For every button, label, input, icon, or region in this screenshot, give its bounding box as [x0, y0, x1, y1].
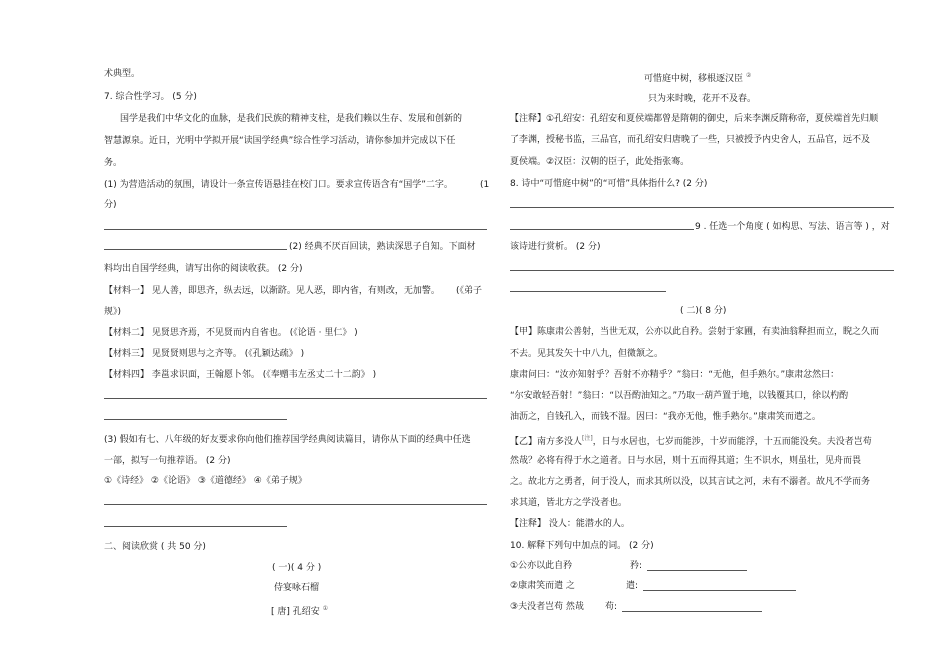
answer-line[interactable]: [104, 229, 487, 230]
material-4: 【材料四】 李邕求识面，王翰愿卜邻。 (《奉赠韦左丞丈二十二韵》 ): [104, 370, 377, 380]
material-3: 【材料三】 见贤贤则思与之齐等。 (《孔颖达疏》 ): [104, 349, 305, 359]
text-line: 务。: [104, 158, 123, 168]
material-1: 【材料一】 见人善，即思齐，纵去远，以渐跻。见人恶，即内省，有则改，无加警。: [104, 286, 440, 296]
answer-line[interactable]: [510, 207, 894, 208]
text-line: 国学是我们中华文化的血脉，是我们民族的精神支柱，是我们赖以生存、发展和创新的: [120, 114, 463, 124]
item-3-sentence: ③夫没者岂苟 然哉: [510, 602, 584, 612]
question-7-1: (1) 为营造活动的氛围，请设计一条宣传语悬挂在校门口。要求宣传语含有“国学”二字。: [104, 180, 453, 190]
footnote-mark: ②: [745, 72, 752, 79]
item-2-label: 遣:: [626, 581, 639, 591]
answer-line[interactable]: [104, 504, 487, 505]
poem-title: 侍宴咏石榴: [274, 583, 320, 593]
item-3-label: 苟:: [605, 602, 618, 612]
question-9: 9 . 任选一个角度 ( 如构思、写法、语言等 ) ，对: [695, 222, 890, 232]
answer-line[interactable]: [104, 419, 287, 420]
answer-blank[interactable]: [647, 570, 747, 571]
answer-blank[interactable]: [643, 590, 796, 591]
text-line: 之。故北方之勇者，问于没人，而求其所以没，以其言试之河，未有不溺者。故凡不学而务: [510, 477, 871, 487]
answer-line[interactable]: [510, 291, 666, 292]
annotation: 【注释】①孔绍安：孔绍安和夏侯端都曾是隋朝的御史，后来李渊反隋称帝，夏侯端首先归顺: [510, 114, 879, 124]
item-2-sentence: ②康肃笑而遣 之: [510, 581, 575, 591]
text-line: (《弟子: [456, 286, 483, 296]
text-line: 分): [104, 200, 117, 210]
text-line: (1: [480, 180, 490, 190]
question-8: 8. 诗中“可惜庭中树”的“可惜”具体指什么? (2 分): [510, 179, 708, 189]
answer-line[interactable]: [510, 229, 694, 230]
text-line: 然哉？必将有得于水之道者。日与水居，则十五而得其道；生不识水，则虽壮，见舟而畏: [510, 456, 862, 466]
passage-yi: 【乙】南方多没人[注]，日与水居也，七岁而能涉，十岁而能浮，十五而能没矣。夫没者岂苟: [510, 435, 872, 447]
answer-line[interactable]: [104, 398, 487, 399]
material-2: 【材料二】 见贤思齐焉，不见贤而内自省也。 (《论语 · 里仁》 ): [104, 328, 358, 338]
question-10: 10. 解释下列句中加点的词。 (2 分): [510, 541, 654, 551]
poem-author: [ 唐] 孔绍安 ①: [271, 605, 329, 617]
answer-blank[interactable]: [622, 611, 762, 612]
section-2-heading: 二、阅读欣赏 ( 共 50 分): [104, 542, 206, 552]
answer-line[interactable]: [104, 249, 287, 250]
footnote-mark: ①: [322, 605, 329, 612]
question-7-heading: 7. 综合性学习。 (5 分): [104, 92, 197, 102]
text-line: 油沥之，自钱孔入，而钱不湿。因曰：“我亦无他，惟手熟尔。”康肃笑而遣之。: [510, 412, 821, 422]
text-line: 了李渊，授秘书监，三品官，而孔绍安归唐晚了一些，只被授予内史舍人，五品官，远不及: [510, 135, 871, 145]
annotation: 【注释】 没人：能潜水的人。: [510, 519, 630, 529]
text-line: 智慧源泉。近日，光明中学拟开展“读国学经典”综合性学习活动，请你参加并完成以下任: [104, 136, 456, 146]
passage-jia: 【甲】陈康肃公善射，当世无双，公亦以此自矜。尝射于家圃，有卖油翁释担而立，睨之久而: [510, 327, 880, 337]
text-line: 该诗进行赏析。 (2 分): [510, 242, 601, 252]
question-7-2: (2) 经典不厌百回读，熟读深思子自知。下面材: [289, 242, 476, 252]
subsection-heading: ( 一)( 4 分 ): [272, 563, 322, 573]
text-line: 求其道，皆北方之学没者也。: [510, 498, 628, 508]
text-line: “尔安敢轻吾射！”翁曰：“以吾酌油知之。”乃取一葫芦置于地，以钱覆其口，徐以杓酌: [510, 391, 849, 401]
footnote-mark: [注]: [582, 435, 593, 442]
question-7-3: (3) 假如有七、八年级的好友要求你向他们推荐国学经典阅读篇目，请你从下面的经典中任选: [104, 435, 471, 445]
item-1-sentence: ①公亦以此自矜: [510, 561, 573, 571]
text-line: 康肃问曰：“汝亦知射乎？吾射不亦精乎？”翁曰：“无他，但手熟尔。”康肃忿然曰：: [510, 370, 840, 380]
poem-line: 只为来时晚，花开不及春。: [648, 94, 757, 104]
text-line: 夏侯端。②汉臣：汉朝的臣子，此处指张骞。: [510, 157, 690, 167]
text-line: 料均出自国学经典，请写出你的阅读收获。 (2 分): [104, 264, 303, 274]
text-line: 术典型。: [104, 69, 141, 79]
text-line: 一部，拟写一句推荐语。 (2 分): [104, 456, 231, 466]
item-1-label: 矜:: [630, 561, 643, 571]
answer-line[interactable]: [510, 270, 894, 271]
text-line: 不去。见其发矢十中八九，但微颔之。: [510, 349, 664, 359]
book-options: ①《诗经》 ②《论语》 ③《道德经》 ④《弟子规》: [104, 476, 307, 486]
subsection-heading: ( 二)( 8 分): [680, 306, 727, 316]
poem-line: 可惜庭中树，移根逐汉臣 ②: [644, 72, 752, 84]
text-line: 规》): [104, 307, 122, 317]
answer-line[interactable]: [104, 526, 287, 527]
